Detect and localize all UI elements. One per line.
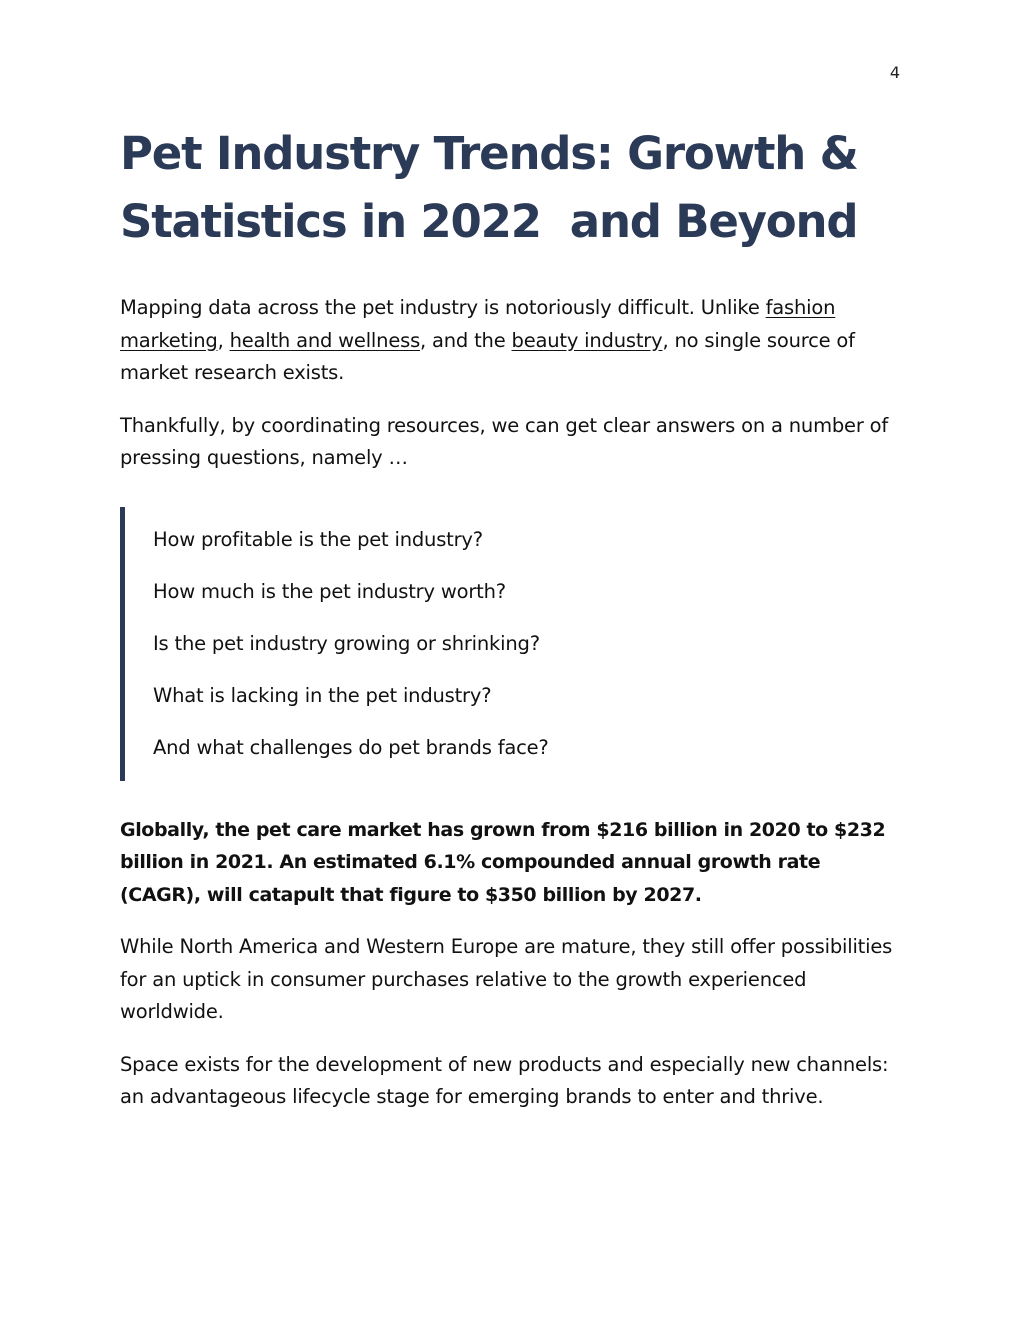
opportunity-paragraph: Space exists for the development of new products and especially new channels: an advantageous lifecycle stage for emerging brands to enter and thrive. xyxy=(120,1052,889,1108)
question-item: How much is the pet industry worth? xyxy=(153,579,506,603)
question-item: And what challenges do pet brands face? xyxy=(153,735,549,759)
intro-text-4: , no single source of market research exists. xyxy=(120,328,855,384)
title-line-1: Pet Industry Trends: Growth & xyxy=(120,127,858,180)
mature-markets-paragraph: While North America and Western Europe are mature, they still offer possibilities for an uptick in consumer purchases relative to the growth experienced worldwide. xyxy=(120,935,893,1023)
intro-paragraph xyxy=(120,292,900,390)
fashion-marketing-link[interactable]: fashion marketing xyxy=(120,296,836,352)
health-wellness-link[interactable]: health and wellness xyxy=(229,328,421,352)
title-line-2: Statistics in 2022 and Beyond xyxy=(120,195,858,248)
page-number: 4 xyxy=(889,63,900,82)
question-item: How profitable is the pet industry? xyxy=(153,527,483,551)
question-item: What is lacking in the pet industry? xyxy=(153,683,492,707)
beauty-industry-link[interactable]: beauty industry xyxy=(511,328,663,352)
intro-text-3: , and the xyxy=(420,328,512,352)
questions-blockquote xyxy=(120,507,900,781)
market-stat-paragraph: Globally, the pet care market has grown from $216 billion in 2020 to $232 billion in 2021. An estimated 6.1% compounded annual growth rate (CAGR), will catapult that figure to $350 billion by 2027. xyxy=(120,818,886,906)
page-title xyxy=(120,120,900,256)
intro-text-1: Mapping data across the pet industry is notoriously difficult. Unlike xyxy=(120,296,766,319)
question-item: Is the pet industry growing or shrinking? xyxy=(153,631,540,655)
article-body xyxy=(120,120,900,1114)
thanks-paragraph: Thankfully, by coordinating resources, we can get clear answers on a number of pressing questions, namely … xyxy=(120,413,889,469)
intro-text-2: , xyxy=(217,328,230,352)
